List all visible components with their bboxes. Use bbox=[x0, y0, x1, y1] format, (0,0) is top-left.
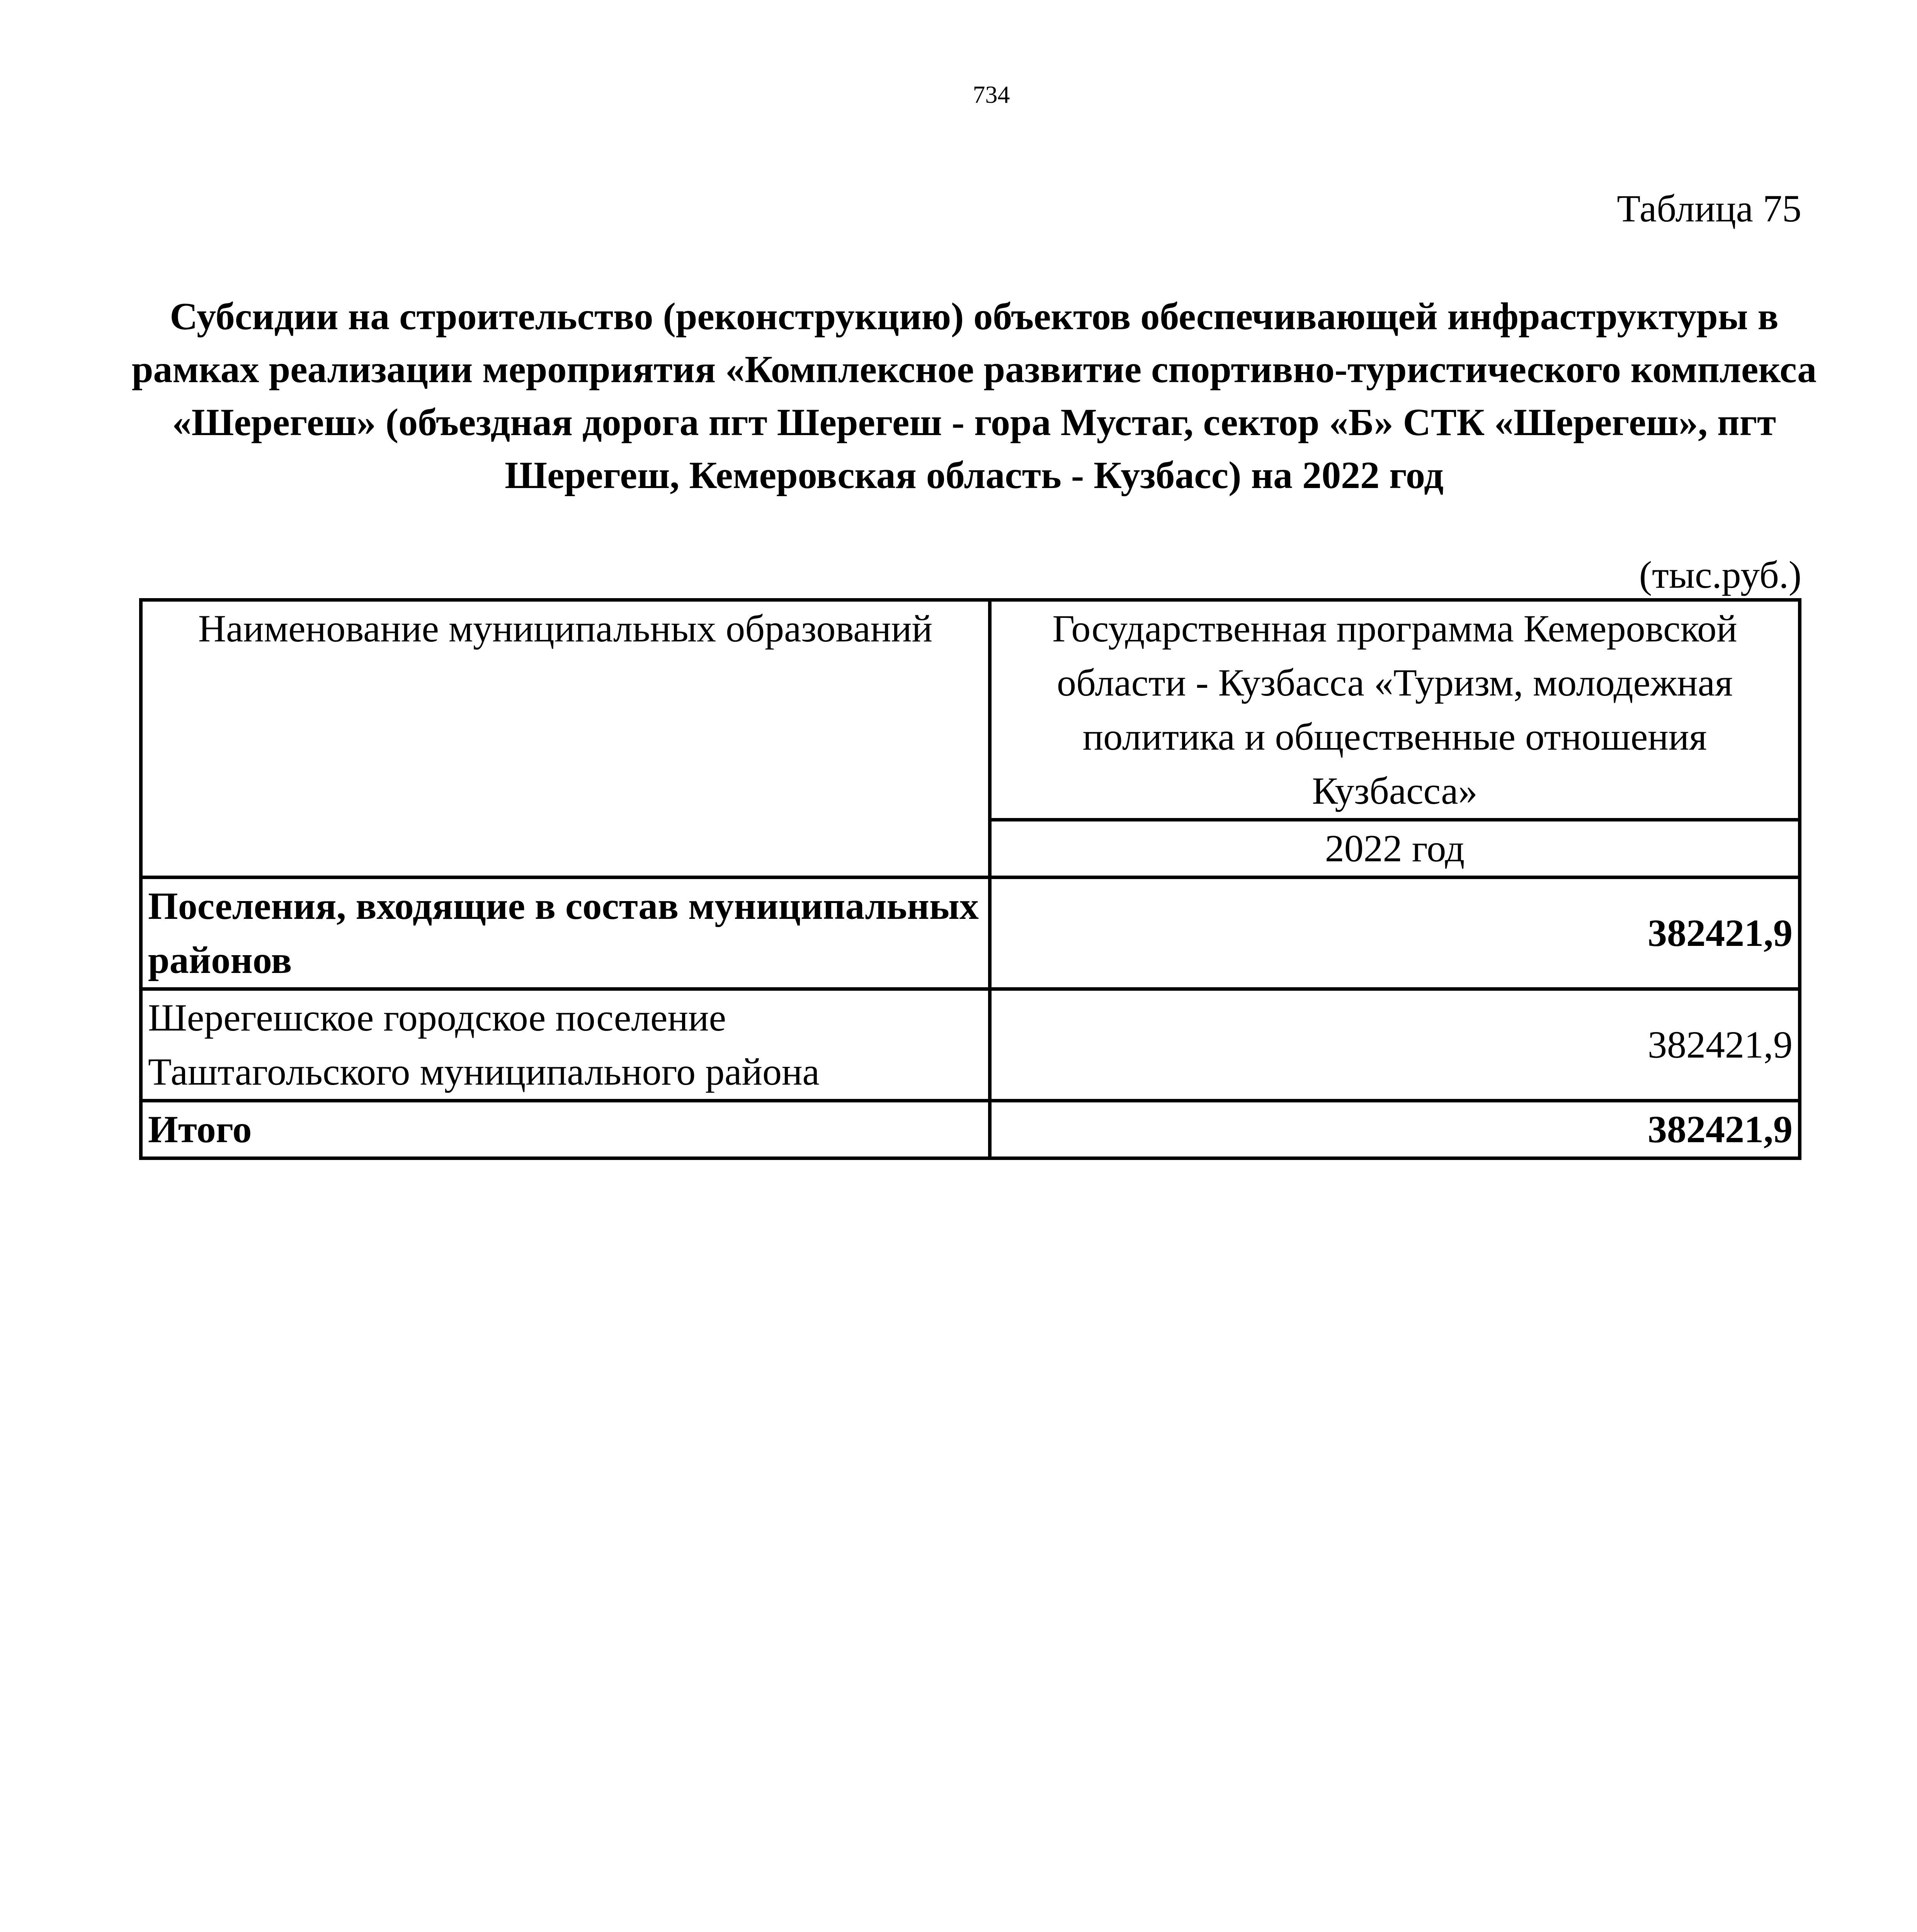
row-name: Шерегешское городское поселение Таштагольского муниципального района bbox=[141, 989, 990, 1101]
row-name: Поселения, входящие в состав муниципальных районов bbox=[141, 878, 990, 989]
document-title: Субсидии на строительство (реконструкцию) объектов обеспечивающей инфраструктуры в рамках реализации мероприятия «Комплексное развитие спортивно-туристического комплекса «Шерегеш» (объездная дорога пгт Шерегеш - гора Мустаг, сектор «Б» СТК «Шерегеш», пгт Шерегеш, Кемеровская область - Кузбасс) на 2022 год bbox=[131, 295, 1817, 497]
table-number: Таблица 75 bbox=[1617, 187, 1801, 230]
subsidy-table bbox=[139, 598, 1801, 1160]
table-header-row bbox=[141, 600, 1800, 820]
row-value: 382421,9 bbox=[990, 878, 1800, 989]
page-number: 734 bbox=[973, 81, 1010, 108]
units-label: (тыс.руб.) bbox=[1639, 553, 1801, 596]
header-program: Государственная программа Кемеровской области - Кузбасса «Туризм, молодежная политика и общественные отношения Кузбасса» bbox=[990, 600, 1800, 820]
total-label: Итого bbox=[141, 1101, 990, 1158]
total-value: 382421,9 bbox=[990, 1101, 1800, 1158]
header-year: 2022 год bbox=[990, 820, 1800, 878]
row-value: 382421,9 bbox=[990, 989, 1800, 1101]
table-total-row bbox=[141, 1101, 1800, 1158]
header-municipality: Наименование муниципальных образований bbox=[141, 600, 990, 878]
table-row bbox=[141, 989, 1800, 1101]
table-row bbox=[141, 878, 1800, 989]
